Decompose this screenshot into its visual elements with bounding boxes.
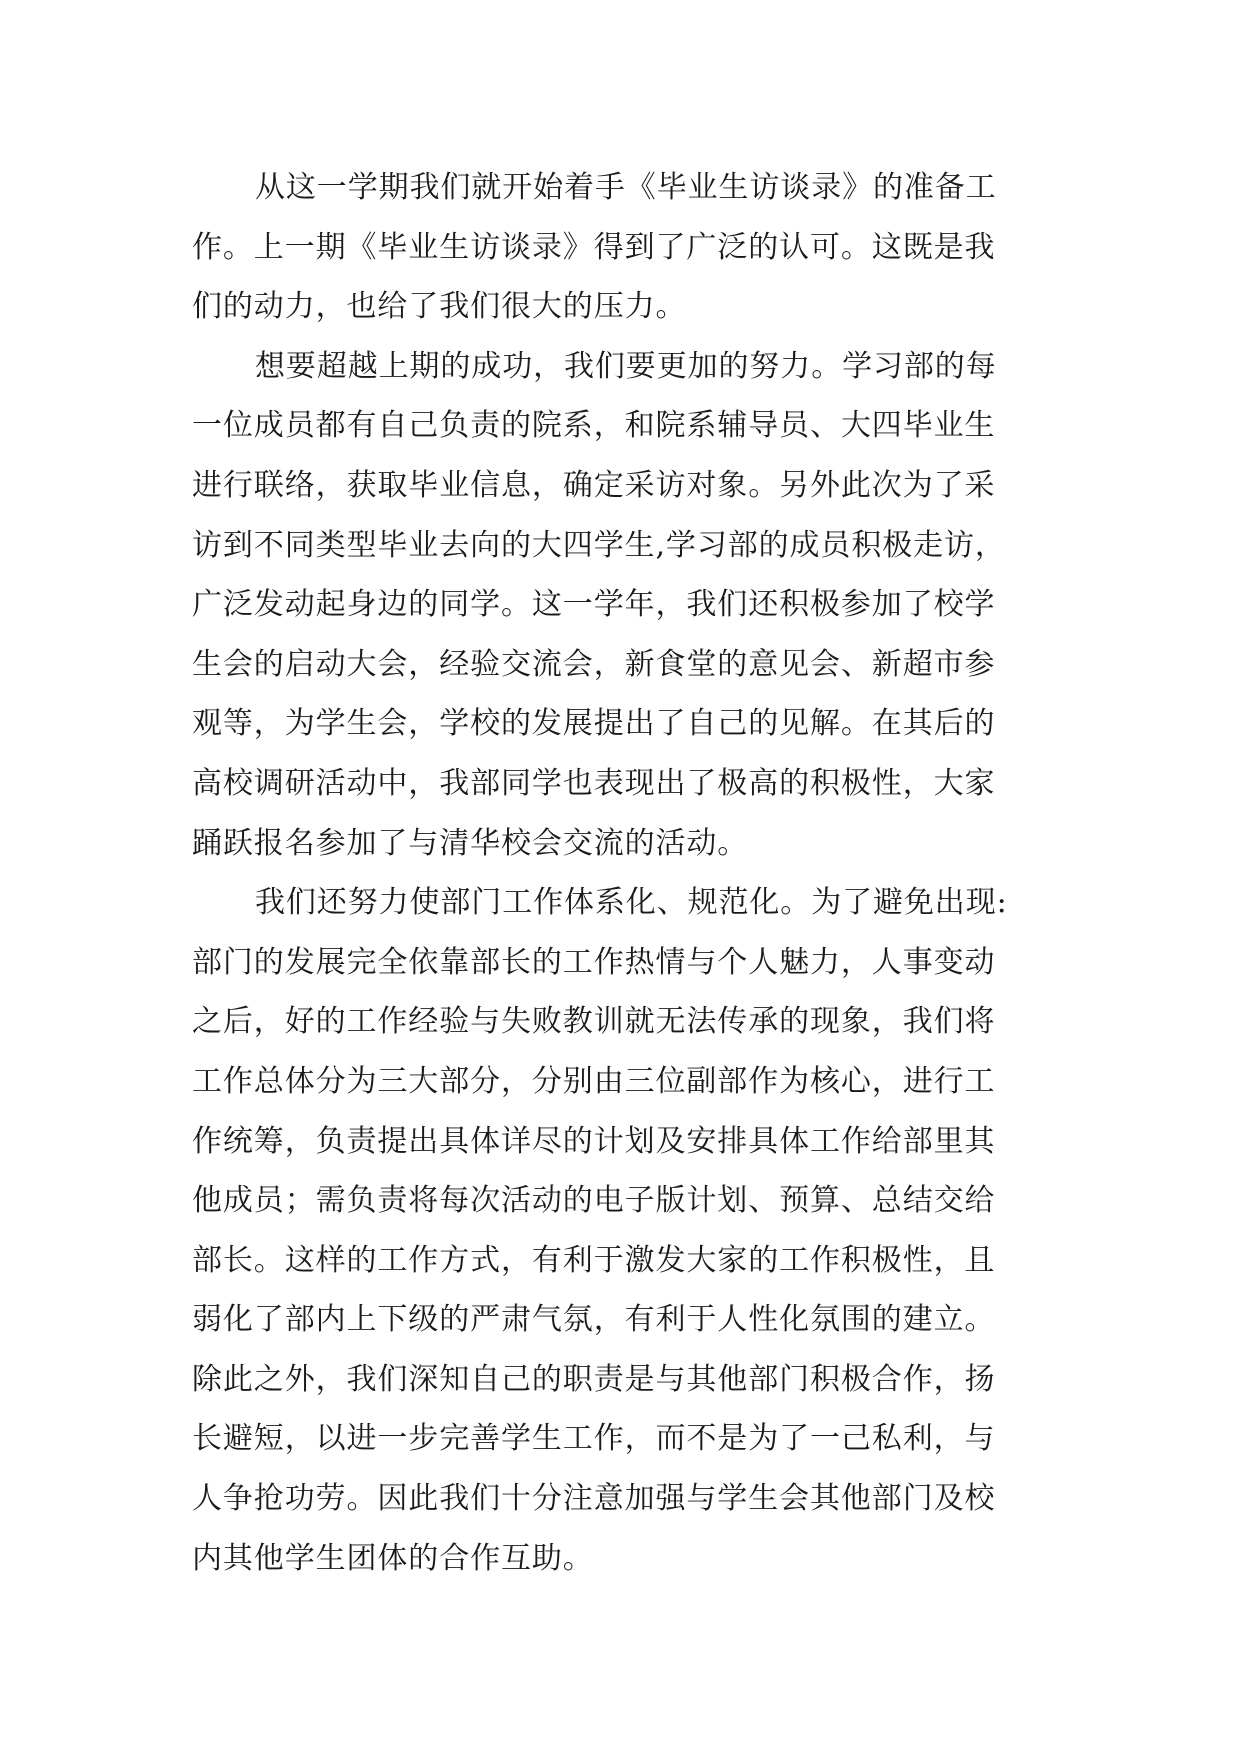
text-line: 作。上一期《毕业生访谈录》得到了广泛的认可。这既是我 — [192, 229, 996, 265]
text-line: 一位成员都有自己负责的院系，和院系辅导员、大四毕业生 — [192, 408, 996, 444]
text-line: 内其他学生团体的合作互助。 — [192, 1540, 594, 1576]
text-line: 从这一学期我们就开始着手《毕业生访谈录》的准备工 — [255, 170, 997, 205]
text-line: 弱化了部内上下级的严肃气氛，有利于人性化氛围的建立。 — [192, 1302, 996, 1338]
text-line: 作统筹，负责提出具体详尽的计划及安排具体工作给部里其 — [192, 1123, 996, 1159]
text-line: 们的动力，也给了我们很大的压力。 — [192, 289, 687, 325]
text-line: 人争抢功劳。因此我们十分注意加强与学生会其他部门及校 — [192, 1481, 996, 1517]
text-line: 长避短，以进一步完善学生工作，而不是为了一己私利，与 — [192, 1421, 996, 1457]
text-line: 他成员；需负责将每次活动的电子版计划、预算、总结交给 — [192, 1183, 996, 1219]
text-line: 高校调研活动中，我部同学也表现出了极高的积极性，大家 — [192, 765, 996, 801]
text-line: 除此之外，我们深知自己的职责是与其他部门积极合作，扬 — [192, 1361, 996, 1397]
text-line: 广泛发动起身边的同学。这一学年，我们还积极参加了校学 — [192, 587, 996, 623]
text-line: 部长。这样的工作方式，有利于激发大家的工作积极性，且 — [192, 1242, 996, 1278]
text-line: 工作总体分为三大部分，分别由三位副部作为核心，进行工 — [192, 1063, 996, 1099]
text-line: 踊跃报名参加了与清华校会交流的活动。 — [192, 825, 749, 861]
text-line: 之后，好的工作经验与失败教训就无法传承的现象，我们将 — [192, 1004, 996, 1040]
text-line: 生会的启动大会，经验交流会，新食堂的意见会、新超市参 — [192, 646, 996, 682]
text-line: 观等，为学生会，学校的发展提出了自己的见解。在其后的 — [192, 706, 996, 742]
text-line: 部门的发展完全依靠部长的工作热情与个人魅力，人事变动 — [192, 944, 996, 980]
text-line: 我们还努力使部门工作体系化、规范化。为了避免出现: — [255, 885, 1008, 921]
text-line: 访到不同类型毕业去向的大四学生,学习部的成员积极走访， — [192, 527, 1006, 563]
text-line: 想要超越上期的成功，我们要更加的努力。学习部的每 — [255, 348, 997, 384]
text-line: 进行联络，获取毕业信息，确定采访对象。另外此次为了采 — [192, 467, 996, 503]
document-body — [192, 158, 1052, 1588]
